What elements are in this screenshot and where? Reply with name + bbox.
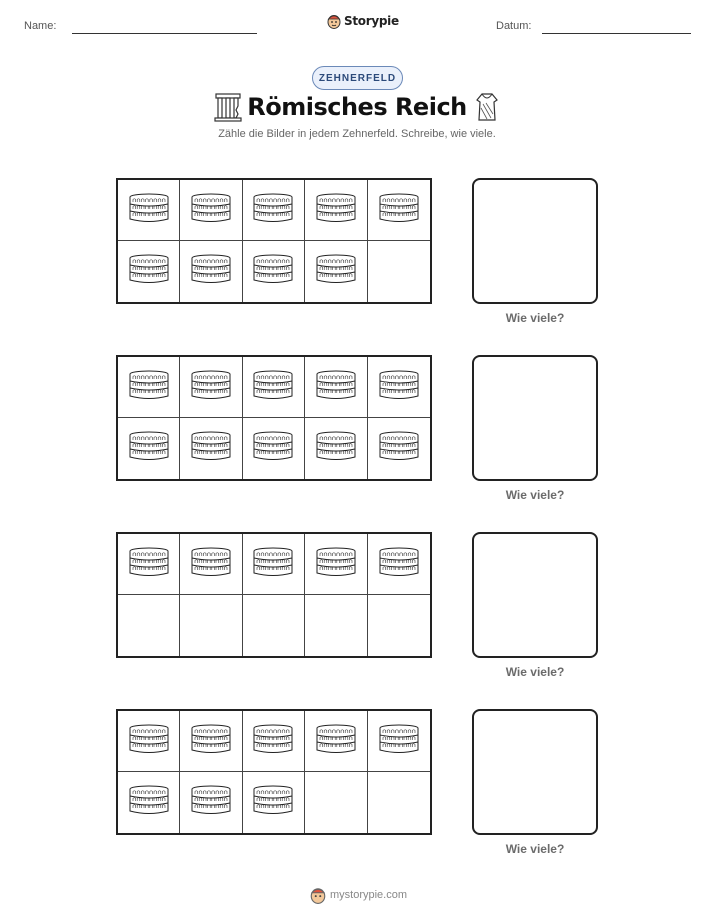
how-many-label: Wie viele? bbox=[505, 311, 565, 325]
how-many-label: Wie viele? bbox=[505, 665, 565, 679]
colosseum-icon bbox=[128, 254, 170, 289]
ten-frame-cell bbox=[180, 357, 242, 418]
colosseum-icon bbox=[252, 254, 294, 289]
footer bbox=[310, 886, 407, 904]
colosseum-icon bbox=[128, 724, 170, 759]
ten-frame-cell bbox=[368, 180, 430, 241]
ten-frame bbox=[116, 709, 432, 835]
colosseum-icon bbox=[378, 431, 420, 466]
ten-frame bbox=[116, 355, 432, 481]
ten-frame-cell bbox=[368, 357, 430, 418]
storypie-mascot-icon bbox=[310, 886, 326, 904]
colosseum-icon bbox=[190, 785, 232, 820]
ten-frame-cell bbox=[118, 595, 180, 656]
colosseum-icon bbox=[190, 431, 232, 466]
footer-url: mystorypie.com bbox=[330, 889, 408, 901]
colosseum-icon bbox=[315, 193, 357, 228]
ten-frame-cell bbox=[243, 595, 305, 656]
colosseum-icon bbox=[190, 254, 232, 289]
ten-frame-cell bbox=[305, 180, 367, 241]
storypie-mascot-icon bbox=[327, 13, 341, 29]
colosseum-icon bbox=[378, 193, 420, 228]
answer-box[interactable] bbox=[472, 178, 598, 304]
ten-frame-cell bbox=[118, 241, 180, 302]
ten-frame-cell bbox=[305, 418, 367, 479]
page-title: Römisches Reich bbox=[247, 93, 467, 121]
name-label: Name: bbox=[24, 20, 57, 32]
how-many-label: Wie viele? bbox=[505, 842, 565, 856]
ten-frame-cell bbox=[305, 534, 367, 595]
ten-frame-cell bbox=[305, 241, 367, 302]
ten-frame-cell bbox=[243, 711, 305, 772]
ten-frame-cell bbox=[180, 772, 242, 833]
instructions: Zähle die Bilder in jedem Zehnerfeld. Schreibe, wie viele. bbox=[218, 128, 496, 140]
ten-frame-cell bbox=[180, 418, 242, 479]
colosseum-icon bbox=[252, 193, 294, 228]
colosseum-icon bbox=[315, 724, 357, 759]
ten-frame-cell bbox=[243, 180, 305, 241]
ten-frame-cell bbox=[118, 534, 180, 595]
colosseum-icon bbox=[315, 254, 357, 289]
colosseum-icon bbox=[190, 724, 232, 759]
ten-frame-cell bbox=[243, 772, 305, 833]
ten-frame-cell bbox=[305, 357, 367, 418]
ten-frame-cell bbox=[368, 241, 430, 302]
colosseum-icon bbox=[128, 370, 170, 405]
how-many-label: Wie viele? bbox=[505, 488, 565, 502]
colosseum-icon bbox=[128, 193, 170, 228]
ten-frame-cell bbox=[243, 534, 305, 595]
ten-frame-cell bbox=[243, 357, 305, 418]
colosseum-icon bbox=[252, 370, 294, 405]
colosseum-icon bbox=[315, 431, 357, 466]
toga-icon bbox=[474, 92, 500, 127]
answer-box[interactable] bbox=[472, 355, 598, 481]
brand-logo bbox=[327, 13, 399, 29]
answer-box[interactable] bbox=[472, 709, 598, 835]
ten-frame-cell bbox=[118, 418, 180, 479]
ten-frame bbox=[116, 178, 432, 304]
ten-frame-cell bbox=[118, 711, 180, 772]
ten-frame-cell bbox=[243, 241, 305, 302]
ten-frame-cell bbox=[368, 772, 430, 833]
ten-frame-cell bbox=[180, 180, 242, 241]
colosseum-icon bbox=[128, 547, 170, 582]
ten-frame-cell bbox=[180, 595, 242, 656]
date-label: Datum: bbox=[496, 20, 532, 32]
worksheet-type-badge: ZEHNERFELD bbox=[312, 66, 403, 90]
colosseum-icon bbox=[128, 785, 170, 820]
colosseum-icon bbox=[315, 370, 357, 405]
ten-frame-cell bbox=[180, 241, 242, 302]
ten-frame-cell bbox=[305, 711, 367, 772]
colosseum-icon bbox=[378, 724, 420, 759]
ten-frame-cell bbox=[180, 711, 242, 772]
colosseum-icon bbox=[190, 193, 232, 228]
colosseum-icon bbox=[378, 370, 420, 405]
colosseum-icon bbox=[128, 431, 170, 466]
answer-box[interactable] bbox=[472, 532, 598, 658]
ten-frame bbox=[116, 532, 432, 658]
colosseum-icon bbox=[190, 547, 232, 582]
ten-frame-cell bbox=[368, 418, 430, 479]
colosseum-icon bbox=[252, 724, 294, 759]
colosseum-icon bbox=[252, 547, 294, 582]
name-line[interactable] bbox=[72, 33, 257, 34]
ten-frame-cell bbox=[118, 357, 180, 418]
colosseum-icon bbox=[252, 431, 294, 466]
ten-frame-cell bbox=[368, 711, 430, 772]
ten-frame-cell bbox=[368, 534, 430, 595]
ten-frame-cell bbox=[305, 595, 367, 656]
ten-frame-cell bbox=[118, 180, 180, 241]
colosseum-icon bbox=[378, 547, 420, 582]
ten-frame-cell bbox=[180, 534, 242, 595]
ten-frame-cell bbox=[305, 772, 367, 833]
colosseum-icon bbox=[315, 547, 357, 582]
ten-frame-cell bbox=[368, 595, 430, 656]
ten-frame-cell bbox=[243, 418, 305, 479]
brand-name: Storypie bbox=[344, 14, 399, 28]
ten-frame-cell bbox=[118, 772, 180, 833]
date-line[interactable] bbox=[542, 33, 691, 34]
colosseum-icon bbox=[190, 370, 232, 405]
colosseum-icon bbox=[252, 785, 294, 820]
